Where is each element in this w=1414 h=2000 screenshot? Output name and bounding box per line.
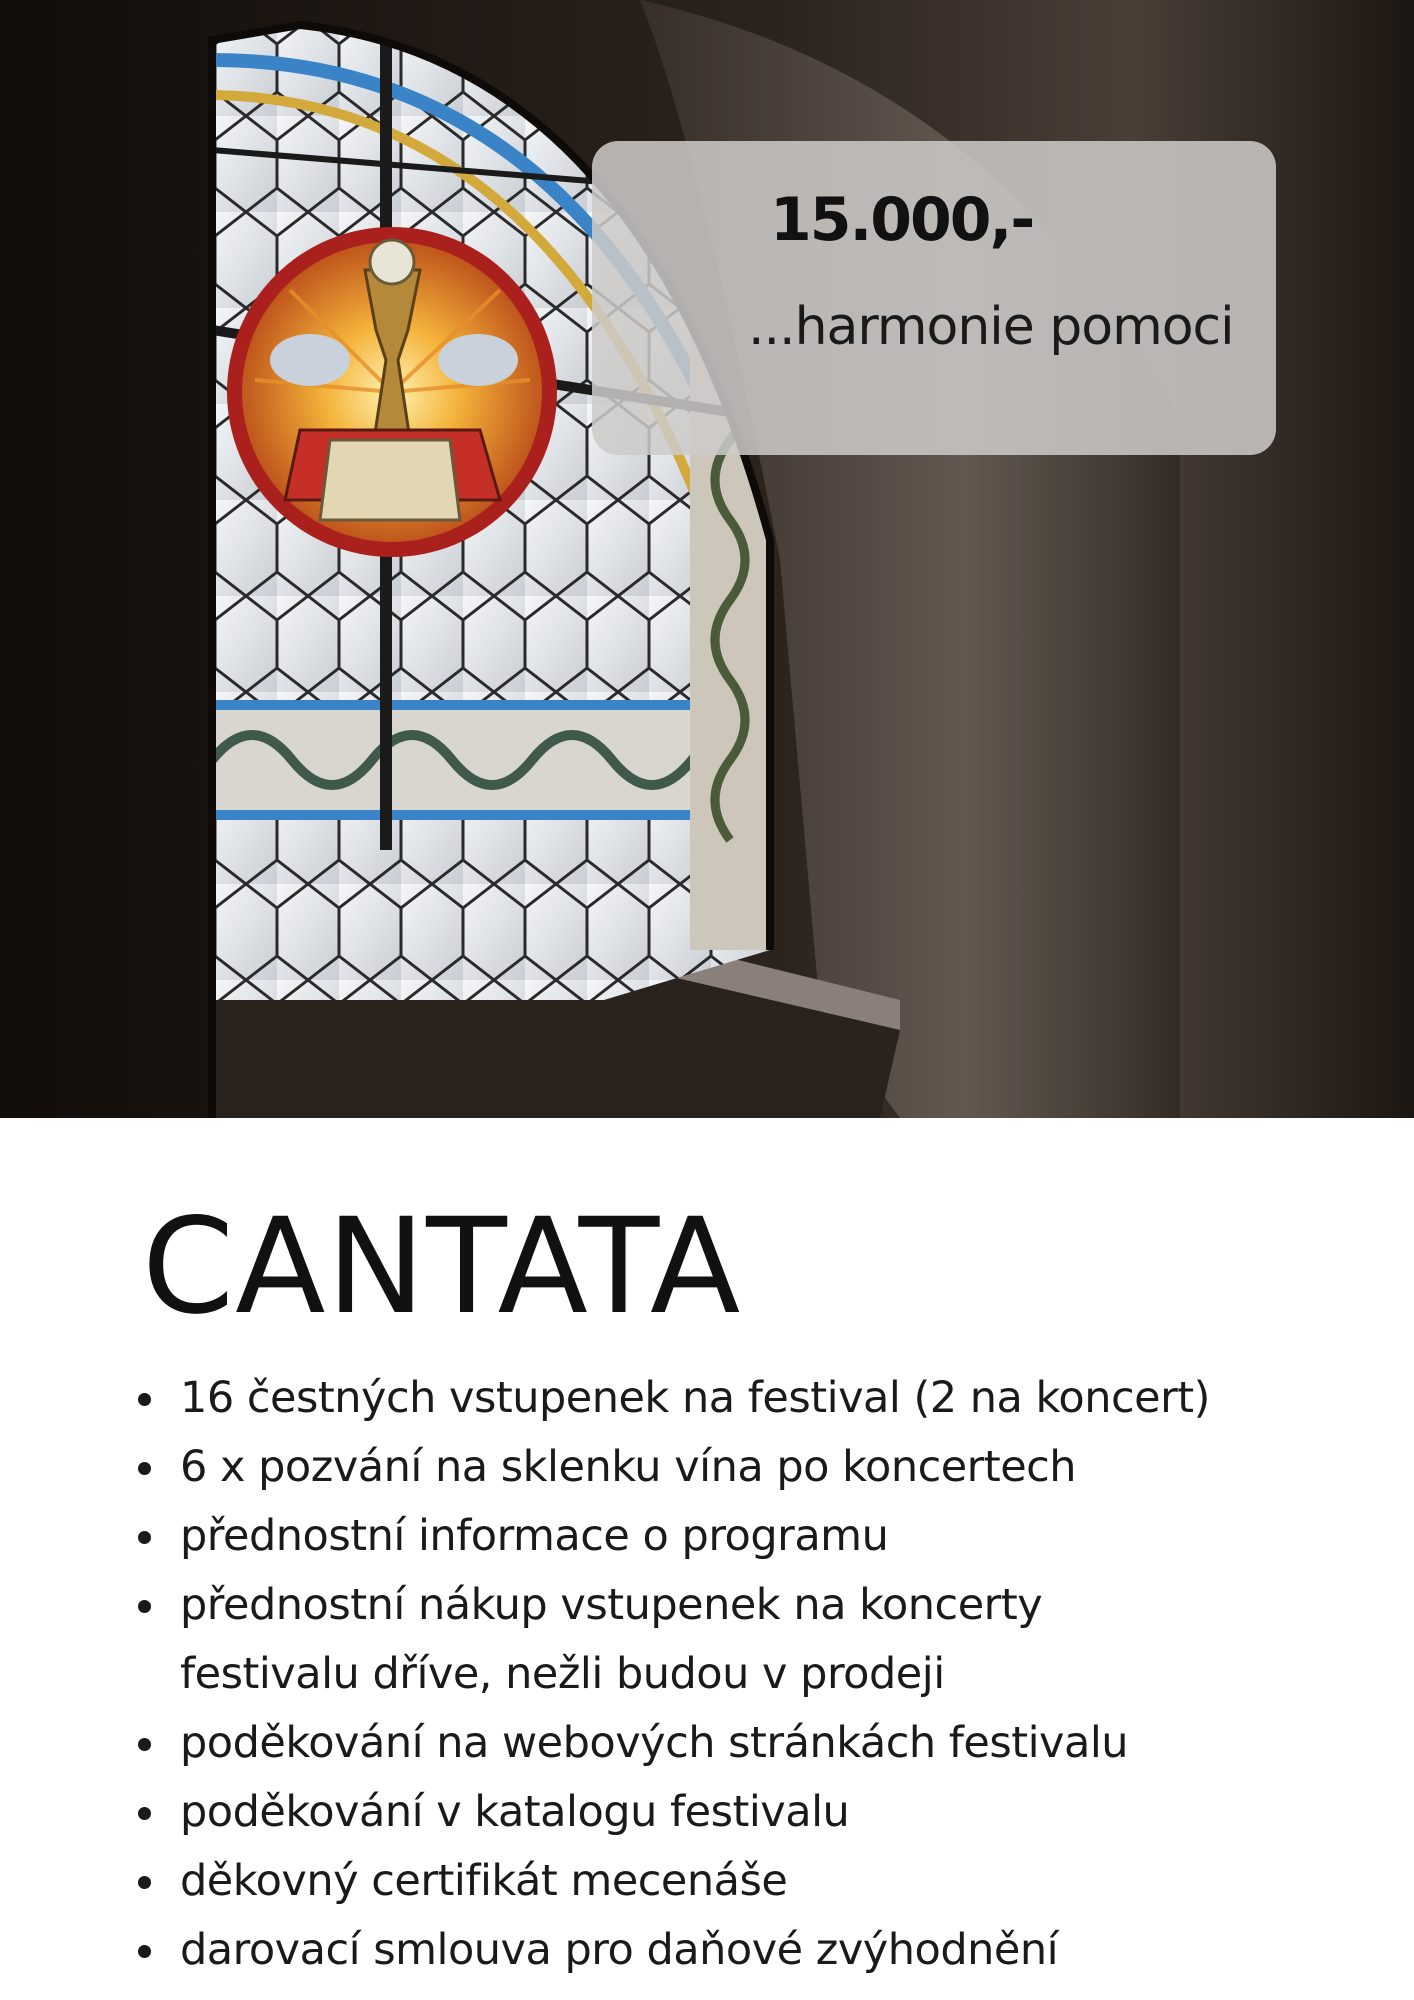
- benefit-item: 6 x pozvání na sklenku vína po koncertech: [132, 1433, 1402, 1502]
- benefit-item: 16 čestných vstupenek na festival (2 na koncert): [132, 1364, 1402, 1433]
- price-tagline: ...harmonie pomoci: [748, 297, 1234, 357]
- package-title: CANTATA: [142, 1190, 742, 1344]
- price-amount: 15.000,-: [770, 185, 1034, 255]
- benefit-item: poděkování v katalogu festivalu: [132, 1778, 1402, 1847]
- benefit-item: přednostní informace o programu: [132, 1502, 1402, 1571]
- benefit-item: darovací smlouva pro daňové zvýhodnění: [132, 1916, 1402, 1985]
- benefit-item: děkovný certifikát mecenáše: [132, 1847, 1402, 1916]
- benefits-list: [132, 1364, 1402, 1985]
- benefit-item: přednostní nákup vstupenek na koncerty: [132, 1571, 1402, 1640]
- benefit-item-continuation: festivalu dříve, nežli budou v prodeji: [180, 1649, 945, 1699]
- benefit-item: poděkování na webových stránkách festivalu: [132, 1709, 1402, 1778]
- price-card: [592, 141, 1276, 455]
